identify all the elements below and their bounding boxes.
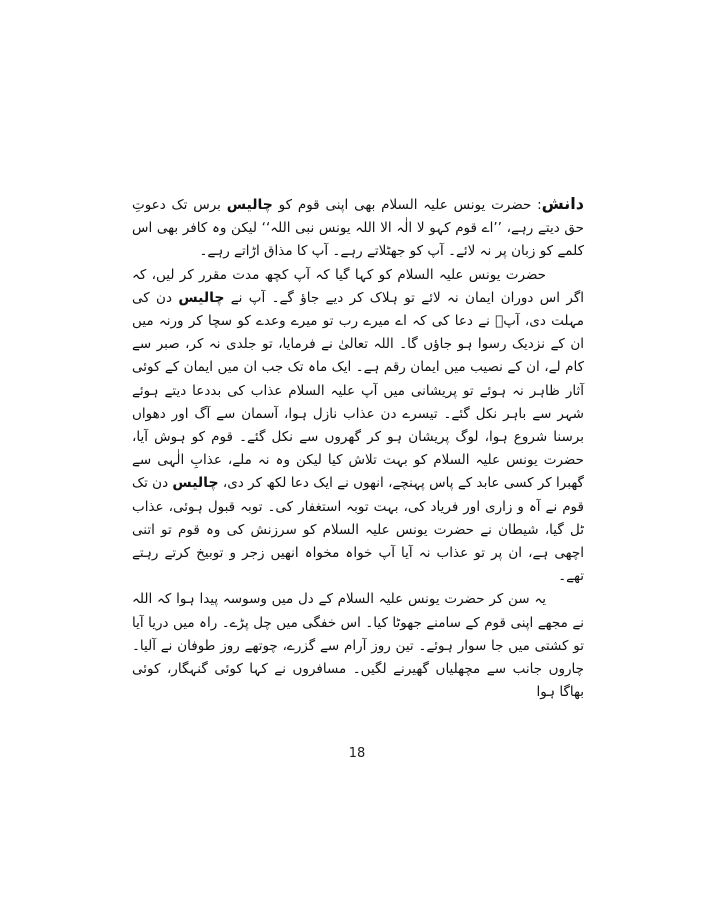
section-heading-word: دانش: [541, 194, 584, 213]
paragraph-1: [132, 192, 584, 264]
bold-word: چالیس: [226, 197, 273, 213]
text-run: دن کی مہلت دی، آپؑ نے دعا کی کہ اے میرے رب تو میرے وعدے کو سچا کر ورنہ میں ان کے نزدیک رسوا ہو جاؤں گا۔ اللہ تعالیٰ نے فرمایا، تو جلدی نہ کر، صبر سے کام لے، ان کے نصیب میں ایمان رقم ہے۔ ایک ماہ تک جب ان میں ایمان کے کوئی آثار ظاہر نہ ہوئے تو پریشانی میں آپ علیہ السلام عذاب کی بددعا دیتے ہوئے شہر سے باہر نکل گئے۔ تیسرے دن عذاب نازل ہوا، آسمان سے آگ اور دھواں برسنا شروع ہوا، لوگ پریشان ہو کر گھروں سے نکل گئے۔ قوم کو ہوش آیا، حضرت یونس علیہ السلام کو بہت تلاش کیا لیکن وہ نہ ملے، عذابِ الٰہی سے گھبرا کر کسی عابد کے پاس پہنچے، انھوں نے ایک دعا لکھ کر دی،: [132, 289, 584, 492]
bold-word: چالیس: [178, 289, 225, 306]
text-run: برس تک دعوتِ حق دیتے رہے، ’’اے قوم کہو لا الٰہ الا اللہ یونس نبی اللہ‘‘ لیکن وہ کافر بھی اس کلمے کو زبان پر نہ لائے۔ آپ کو جھٹلاتے رہے۔ آپ کا مذاق اڑاتے رہے۔: [132, 197, 584, 260]
paragraph-2: [132, 264, 584, 589]
text-run: : حضرت یونس علیہ السلام بھی اپنی قوم کو: [272, 197, 542, 213]
text-run: یہ سن کر حضرت یونس علیہ السلام کے دل میں وسوسہ پیدا ہوا کہ اللہ نے مجھے اپنی قوم کے سامنے جھوٹا کیا۔ اس خفگی میں چل پڑے۔ راہ میں دریا آیا تو کشتی میں جا سوار ہوئے۔ تین روز آرام سے گزرے، چوتھے روز طوفان نے آلیا۔ چاروں جانب سے مچھلیاں گھیرنے لگیں۔ مسافروں نے کہا کوئی گنہگار، کوئی بھاگا ہوا: [132, 591, 584, 701]
paragraph-3: [132, 588, 584, 704]
page-number: 18: [348, 746, 366, 761]
urdu-text-block: [132, 192, 584, 704]
bold-word: چالیس: [172, 475, 219, 492]
text-run: دن تک قوم نے آہ و زاری اور فریاد کی، بہت توبہ استغفار کی۔ توبہ قبول ہوئی، عذاب ٹل گیا، شیطان نے حضرت یونس علیہ السلام کو سرزنش کی وہ قوم تو اتنی اچھی ہے، ان پر تو عذاب نہ آیا آپ خواہ مخواہ انھیں زجر و توبیخ کرتے رہتے تھے۔: [132, 475, 584, 585]
text-run: حضرت یونس علیہ السلام کو کہا گیا کہ آپ کچھ مدت مقرر کر لیں، کہ اگر اس دوران ایمان نہ لائے تو ہلاک کر دیے جاؤ گے۔ آپ نے: [132, 266, 584, 306]
